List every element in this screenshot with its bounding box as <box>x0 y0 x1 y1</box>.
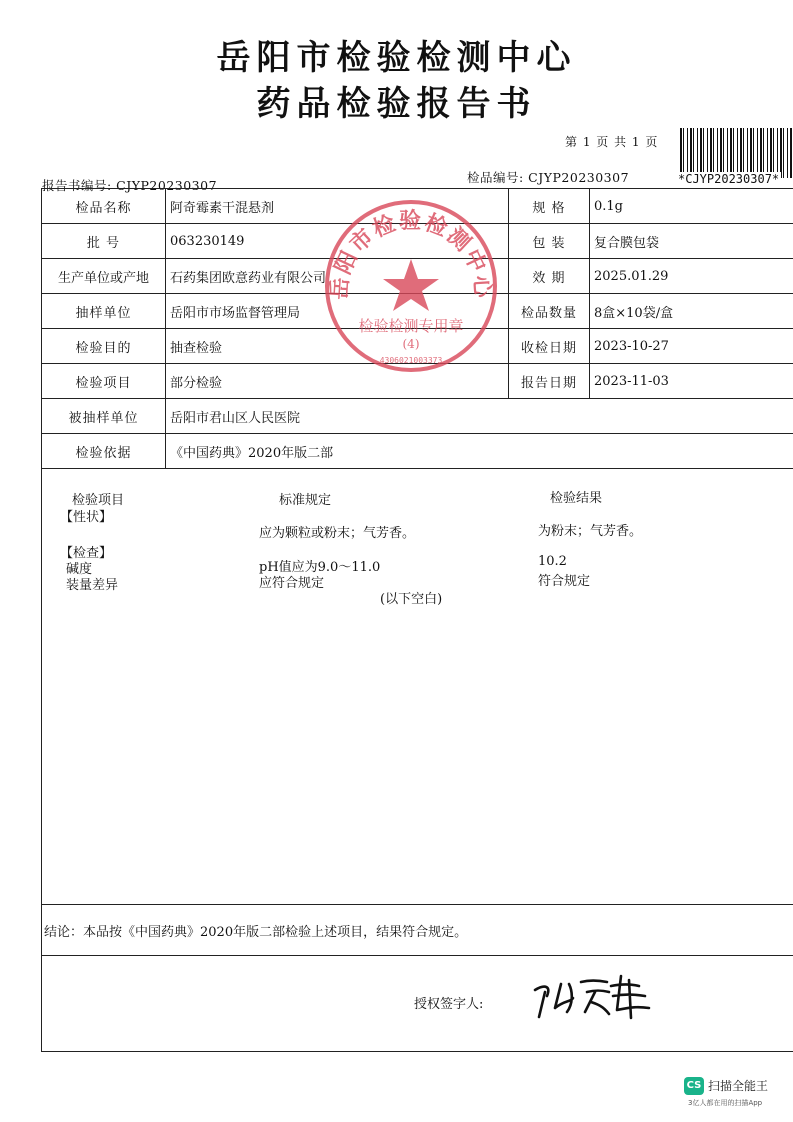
basis-value: 《中国药典》2020年版二部 <box>166 434 793 469</box>
camscanner-logo-icon: CS <box>684 1077 704 1095</box>
signature-label: 授权签字人: <box>414 997 484 1012</box>
camscanner-name: 扫描全能王 <box>708 1079 769 1093</box>
result-alkalinity: 10.2 <box>538 554 567 569</box>
manufacturer-label: 生产单位或产地 <box>42 259 166 294</box>
spec-value: 0.1g <box>590 189 793 224</box>
spec-label: 规 格 <box>509 189 590 224</box>
items-value: 部分检验 <box>166 364 509 399</box>
section-inspection: 【检查】 <box>60 546 113 561</box>
seal-code: 4306021003373 <box>379 356 443 365</box>
blank-note: (以下空白) <box>380 592 443 607</box>
package-value: 复合膜包袋 <box>590 224 793 259</box>
barcode-text: *CJYP20230307* <box>678 172 780 186</box>
manufacturer-value: 石药集团欧意药业有限公司 <box>166 259 509 294</box>
seal-text: 岳阳市检验检测中心 <box>326 208 496 301</box>
result-fill-variation: 符合规定 <box>538 574 591 589</box>
sampled-unit-value: 岳阳市君山区人民医院 <box>166 399 793 434</box>
sampled-unit-label: 被抽样单位 <box>42 399 166 434</box>
handwritten-signature <box>525 962 670 1022</box>
quantity-label: 检品数量 <box>509 294 590 329</box>
report-date-label: 报告日期 <box>509 364 590 399</box>
table-row <box>42 434 793 469</box>
received-label: 收检日期 <box>509 329 590 364</box>
batch-label: 批 号 <box>42 224 166 259</box>
standard-alkalinity: pH值应为9.0～11.0 <box>259 560 381 575</box>
seal-number: (4) <box>402 337 420 351</box>
section-appearance: 【性状】 <box>60 510 113 525</box>
expiry-value: 2025.01.29 <box>590 259 793 294</box>
table-row <box>42 399 793 434</box>
product-name-label: 检品名称 <box>42 189 166 224</box>
result-appearance: 为粉末；气芳香。 <box>538 524 643 539</box>
received-value: 2023-10-27 <box>590 329 793 364</box>
sampler-label: 抽样单位 <box>42 294 166 329</box>
product-name-value: 阿奇霉素干混悬剂 <box>166 189 509 224</box>
purpose-label: 检验目的 <box>42 329 166 364</box>
camscanner-tagline: 3亿人都在用的扫描App <box>688 1099 763 1107</box>
seal-star-icon <box>383 259 439 311</box>
seal-subtext: 检验检测专用章 <box>358 317 464 335</box>
basis-label: 检验依据 <box>42 434 166 469</box>
package-label: 包 装 <box>509 224 590 259</box>
sample-number: 检品编号: CJYP20230307 <box>467 170 630 185</box>
barcode <box>680 128 793 178</box>
item-alkalinity: 碱度 <box>66 562 93 577</box>
conclusion-divider-top <box>41 904 793 905</box>
standard-fill-variation: 应符合规定 <box>259 576 325 591</box>
document-subtitle: 药品检验报告书 <box>256 84 537 124</box>
quantity-value: 8盒×10袋/盒 <box>590 294 793 329</box>
results-col-standard: 标准规定 <box>279 493 332 508</box>
document-title: 岳阳市检验检测中心 <box>216 38 577 78</box>
page-info: 第 1 页 共 1 页 <box>565 135 659 149</box>
sampler-value: 岳阳市市场监督管理局 <box>166 294 509 329</box>
item-fill-variation: 装量差异 <box>66 578 119 593</box>
batch-value: 063230149 <box>166 224 509 259</box>
results-col-result: 检验结果 <box>550 491 603 506</box>
official-seal <box>322 197 500 375</box>
report-date-value: 2023-11-03 <box>590 364 793 399</box>
conclusion-divider-bottom <box>41 955 793 956</box>
conclusion-text: 结论：本品按《中国药典》2020年版二部检验上述项目，结果符合规定。 <box>44 925 468 940</box>
report-number: 报告书编号: CJYP20230307 <box>42 178 218 193</box>
results-box <box>41 467 793 1052</box>
purpose-value: 抽查检验 <box>166 329 509 364</box>
results-col-item: 检验项目 <box>72 493 125 508</box>
expiry-label: 效 期 <box>509 259 590 294</box>
standard-appearance: 应为颗粒或粉末；气芳香。 <box>259 526 416 541</box>
items-label: 检验项目 <box>42 364 166 399</box>
